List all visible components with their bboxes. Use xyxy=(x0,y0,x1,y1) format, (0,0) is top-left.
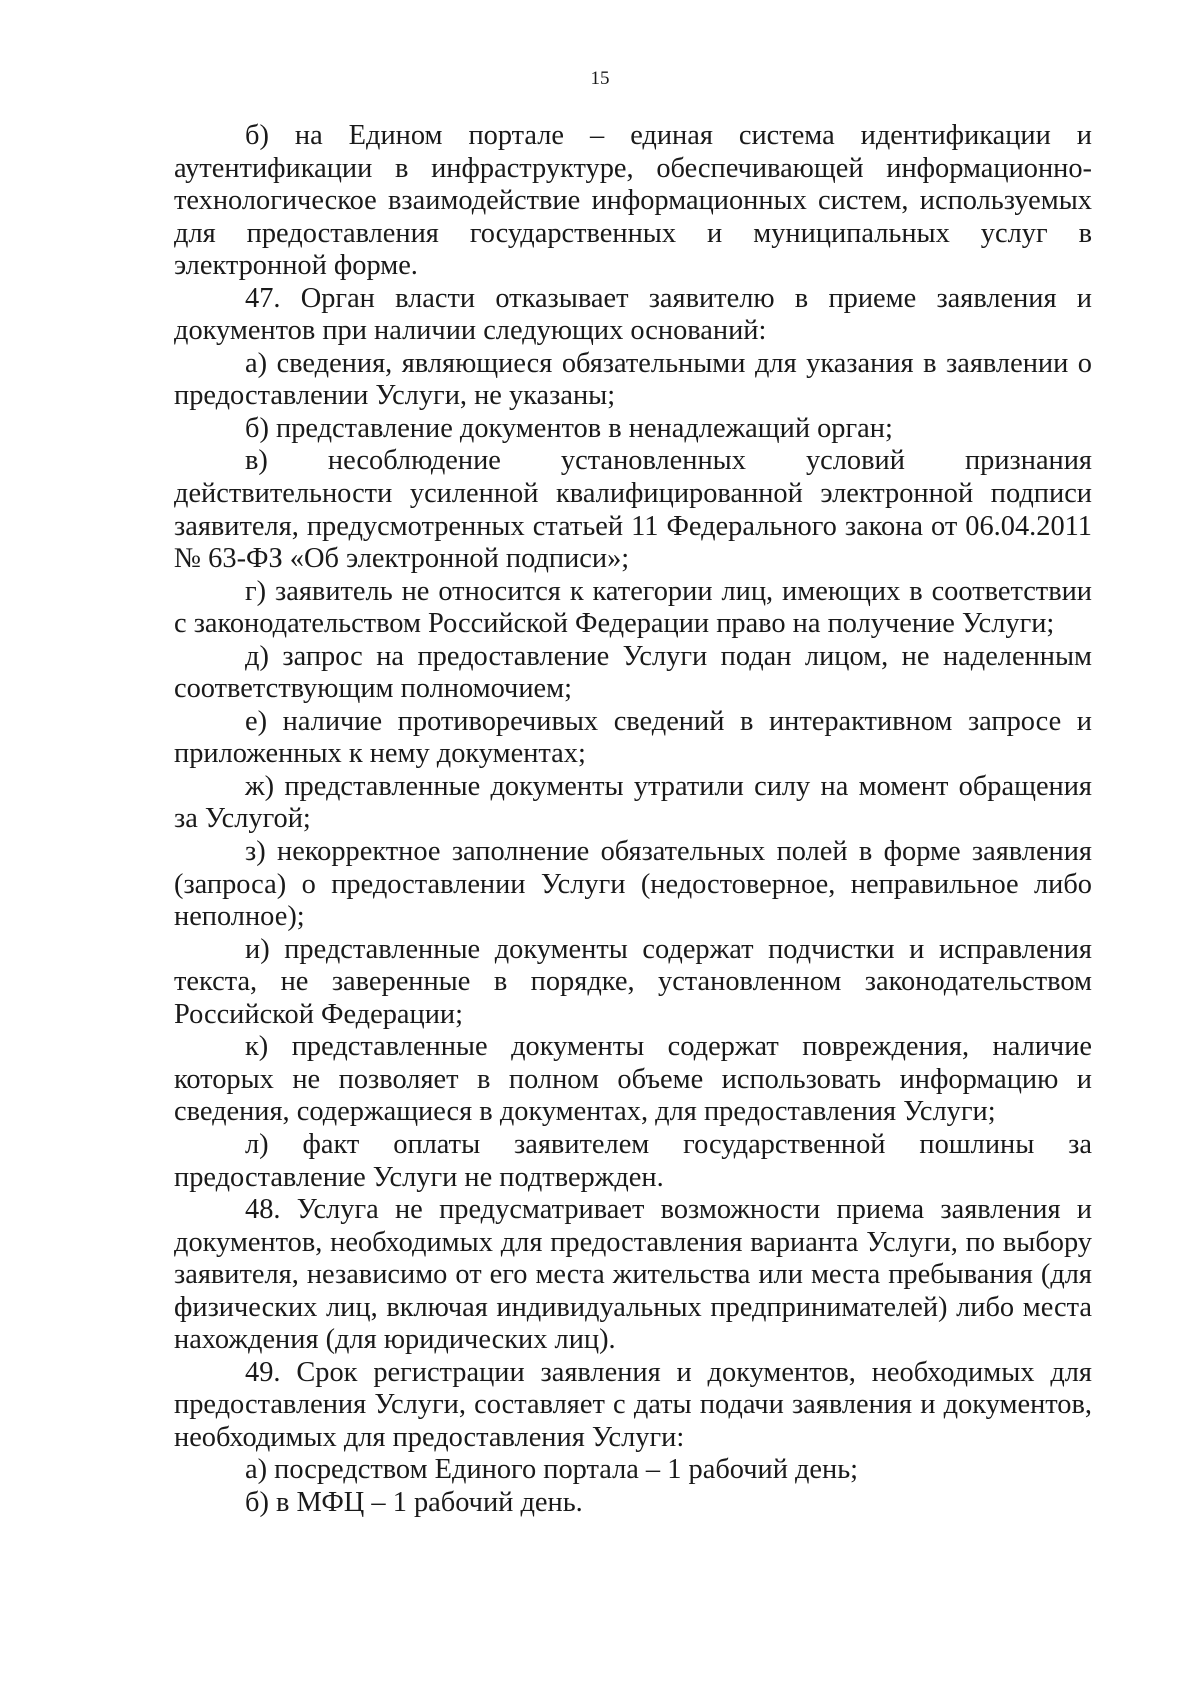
paragraph-49: 49. Срок регистрации заявления и документов, необходимых для предоставления Услуги, составляет с даты подачи заявления и документов, необходимых для предоставления Услуги: xyxy=(174,1356,1092,1453)
paragraph-48: 48. Услуга не предусматривает возможности приема заявления и документов, необходимых для предоставления варианта Услуги, по выбору заявителя, независимо от его места жительства или места пребывания (для физических лиц, включая индивидуальных предпринимателей) либо места нахождения (для юридических лиц). xyxy=(174,1194,1092,1356)
paragraph-49-a: а) посредством Единого портала – 1 рабочий день; xyxy=(245,1454,859,1486)
paragraph-47-d: д) запрос на предоставление Услуги подан лицом, не наделенным соответствующим полномочием; xyxy=(174,640,1092,705)
paragraph-49-b: б) в МФЦ – 1 рабочий день. xyxy=(245,1486,583,1518)
paragraph-47-i: и) представленные документы содержат подчистки и исправления текста, не заверенные в порядке, установленном законодательством Российской Федерации; xyxy=(174,933,1092,1030)
paragraph-47-b: б) представление документов в ненадлежащий орган; xyxy=(245,412,893,444)
paragraph-47: 47. Орган власти отказывает заявителю в приеме заявления и документов при наличии следующих оснований: xyxy=(174,282,1092,347)
paragraph-47-l: л) факт оплаты заявителем государственной пошлины за предоставление Услуги не подтвержден. xyxy=(174,1128,1092,1193)
document-body xyxy=(174,120,1092,1520)
paragraph-b-portal: б) на Едином портале – единая система идентификации и аутентификации в инфраструктуре, обеспечивающей информационно-технологическое взаимодействие информационных систем, используемых для предоставления государственных и муниципальных услуг в электронной форме. xyxy=(174,120,1092,282)
page-number: 15 xyxy=(590,68,610,89)
paragraph-47-a: а) сведения, являющиеся обязательными для указания в заявлении о предоставлении Услуги, не указаны; xyxy=(174,347,1092,412)
paragraph-47-k: к) представленные документы содержат повреждения, наличие которых не позволяет в полном объеме использовать информацию и сведения, содержащиеся в документах, для предоставления Услуги; xyxy=(174,1031,1092,1128)
paragraph-47-g: г) заявитель не относится к категории лиц, имеющих в соответствии с законодательством Российской Федерации право на получение Услуги; xyxy=(174,575,1092,640)
paragraph-47-z: з) некорректное заполнение обязательных полей в форме заявления (запроса) о предоставлении Услуги (недостоверное, неправильное либо неполное); xyxy=(174,836,1092,933)
paragraph-47-zh: ж) представленные документы утратили силу на момент обращения за Услугой; xyxy=(174,770,1092,835)
paragraph-47-v: в) несоблюдение установленных условий признания действительности усиленной квалифицированной электронной подписи заявителя, предусмотренных статьей 11 Федерального закона от 06.04.2011 № 63-ФЗ «Об электронной подписи»; xyxy=(174,445,1092,575)
paragraph-47-e: е) наличие противоречивых сведений в интерактивном запросе и приложенных к нему документах; xyxy=(174,705,1092,770)
